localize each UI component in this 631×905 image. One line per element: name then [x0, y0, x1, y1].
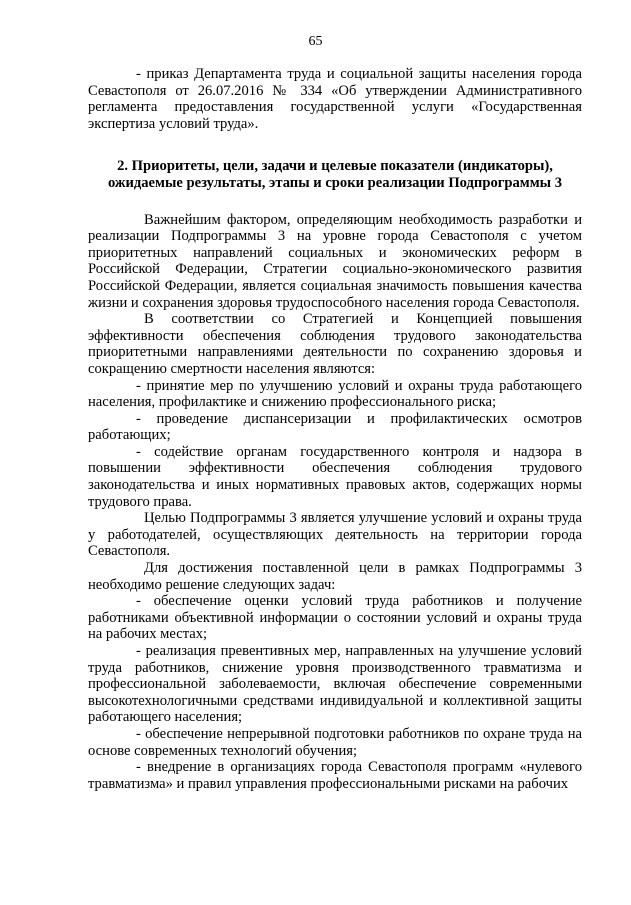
paragraph: Для достижения поставленной цели в рамках Подпрограммы 3 необходимо решение следующих задач:: [88, 560, 582, 593]
list-item: - обеспечение оценки условий труда работников и получение работниками объективной информации о состоянии условий и охраны труда на рабочих местах;: [88, 593, 582, 643]
page-number: 65: [308, 34, 323, 49]
paragraph: Целью Подпрограммы 3 является улучшение условий и охраны труда у работодателей, осуществляющих деятельность на территории города Севастополя.: [88, 510, 582, 560]
section-heading: 2. Приоритеты, цели, задачи и целевые показатели (индикаторы), ожидаемые результаты, этапы и сроки реализации Подпрограммы 3: [107, 158, 563, 191]
document-body: [88, 66, 582, 792]
intro-bullet: - приказ Департамента труда и социальной защиты населения города Севастополя от 26.07.2016 № 334 «Об утверждении Административного регламента предоставления государственной услуги «Государственная экспертиза условий труда».: [88, 66, 582, 132]
list-item: - внедрение в организациях города Севастополя программ «нулевого травматизма» и правил управления профессиональными рисками на рабочих: [88, 759, 582, 792]
list-item: - проведение диспансеризации и профилактических осмотров работающих;: [88, 410, 582, 444]
list-item: - обеспечение непрерывной подготовки работников по охране труда на основе современных технологий обучения;: [88, 725, 582, 759]
list-item: - реализация превентивных мер, направленных на улучшение условий труда работников, снижение уровня производственного травматизма и профессиональной заболеваемости, включая обеспечение современными высокотехнологичными средствами индивидуальной и коллективной защиты работающего населения;: [88, 643, 582, 726]
paragraph: Важнейшим фактором, определяющим необходимость разработки и реализации Подпрограммы 3 на уровне города Севастополя с учетом приоритетных направлений социальных и экономических реформ в Российской Федерации, Стратегии социально-экономического развития Российской Федерации, является социальная значимость повышения качества жизни и сохранения здоровья трудоспособного населения города Севастополя.: [88, 211, 582, 311]
list-item: - содействие органам государственного контроля и надзора в повышении эффективности обеспечения соблюдения трудового законодательства и иных нормативных правовых актов, содержащих нормы трудового права.: [88, 443, 582, 510]
paragraph: В соответствии со Стратегией и Концепцией повышения эффективности обеспечения соблюдения трудового законодательства приоритетными направлениями деятельности по сохранению здоровья и сокращению смертности населения являются:: [88, 311, 582, 377]
list-item: - принятие мер по улучшению условий и охраны труда работающего населения, профилактике и снижению профессионального риска;: [88, 377, 582, 411]
